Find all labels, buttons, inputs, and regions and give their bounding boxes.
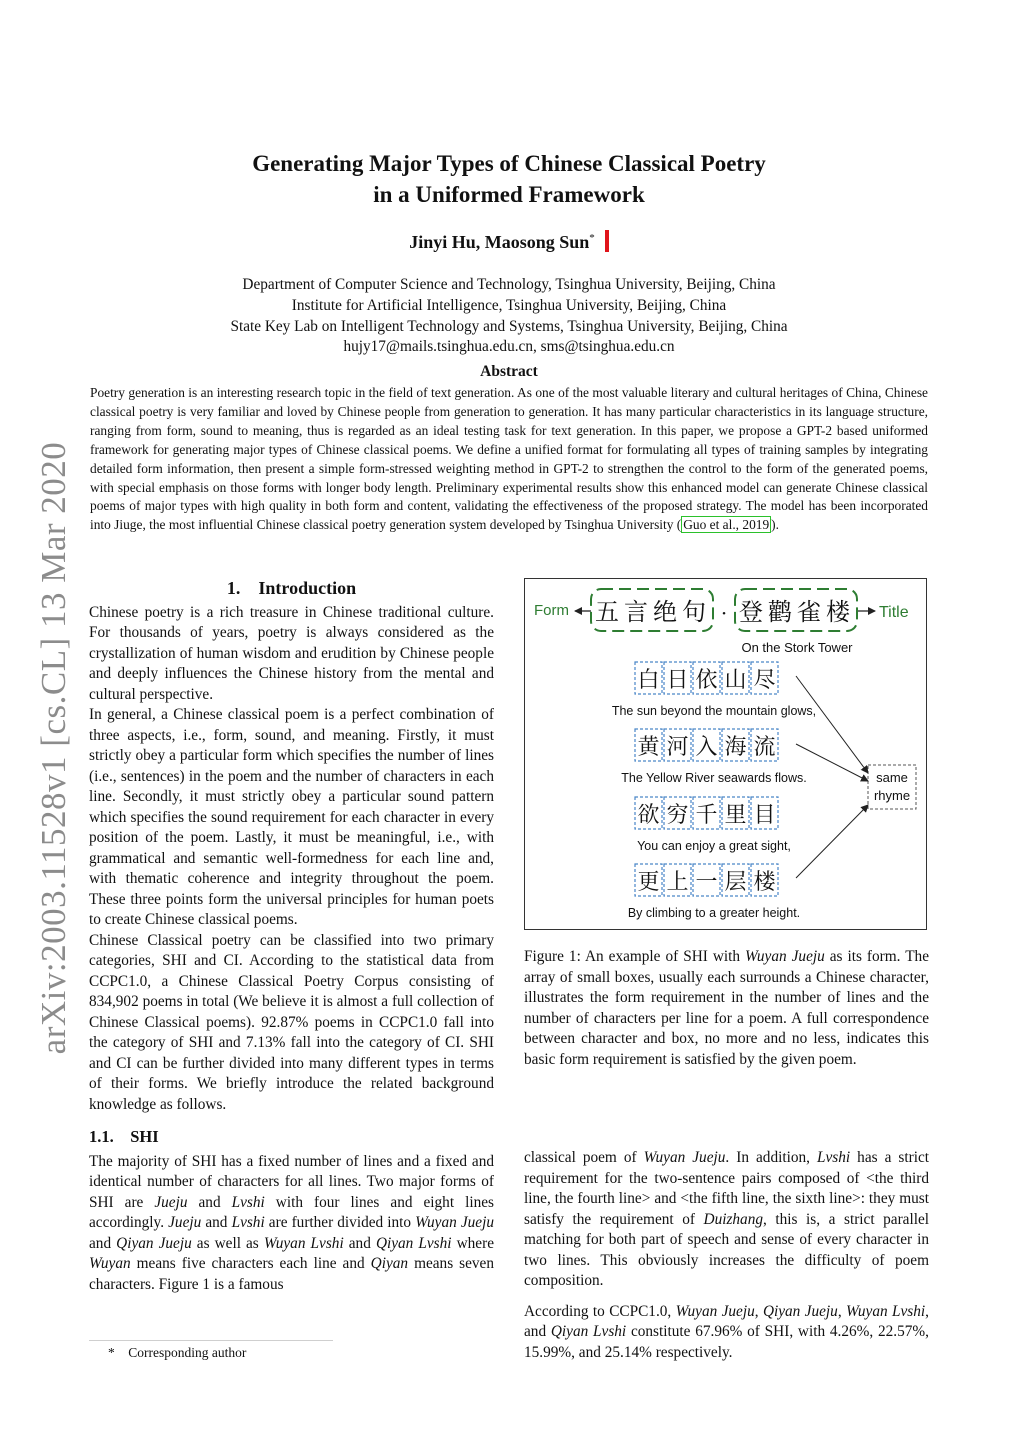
shi-and: and — [187, 1193, 232, 1211]
term-wuyan-lvshi: Wuyan Lvshi — [263, 1234, 344, 1252]
rp1-a: classical poem of — [524, 1149, 644, 1166]
rp1-b: . In addition, — [725, 1149, 817, 1166]
rhyme-arrow-1 — [796, 676, 868, 773]
poem-character: 流 — [753, 735, 776, 760]
term-lvshi: Lvshi — [231, 1193, 265, 1211]
term-wuyan-jueju: Wuyan Jueju — [415, 1214, 494, 1231]
author-names: Jinyi Hu, Maosong Sun — [409, 232, 590, 252]
shi-means7: means seven characters. Figure 1 is a famous — [89, 1255, 494, 1293]
term-qiyan: Qiyan — [370, 1255, 409, 1272]
rhyme-arrow-2 — [796, 744, 868, 781]
line-translation: By climbing to a greater height. — [627, 906, 801, 920]
term-duizhang: Duizhang — [703, 1210, 764, 1228]
shi-and: and — [89, 1234, 117, 1252]
shi-text-c: are further divided into — [264, 1214, 416, 1231]
shi-and: and — [343, 1234, 376, 1252]
term-wuyan-jueju: Wuyan Jueju — [643, 1149, 726, 1166]
abstract-heading: Abstract — [480, 363, 538, 380]
line-translation: The Yellow River seawards flows. — [621, 771, 807, 785]
term-lvshi: Lvshi — [817, 1149, 851, 1166]
poem-character: 黄 — [637, 735, 660, 760]
term-jueju: Jueju — [154, 1193, 188, 1211]
term-lvshi: Lvshi — [231, 1214, 265, 1231]
poem-character: 日 — [666, 668, 689, 693]
form-char: 句 — [682, 598, 706, 626]
title-char: 雀 — [797, 598, 821, 626]
section-heading-introduction: 1. Introduction — [226, 578, 357, 598]
poem-character: 入 — [695, 735, 718, 760]
affiliation-2: Institute for Artificial Intelligence, Tsinghua University, Beijing, China — [291, 296, 727, 314]
arxiv-stamp: arXiv:2003.11528v1 [cs.CL] 13 Mar 2020 — [34, 441, 73, 1055]
poem-character: 目 — [753, 803, 776, 828]
term-qiyan-lvshi: Qiyan Lvshi — [375, 1234, 452, 1252]
line-translation: You can enjoy a great sight, — [637, 839, 791, 853]
title-translation: On the Stork Tower — [741, 640, 853, 655]
title-line-2: in a Uniformed Framework — [373, 182, 645, 207]
poem-character: 山 — [724, 668, 747, 693]
term-qiyan-jueju: Qiyan Jueju — [116, 1234, 192, 1252]
rp2-comma: , — [837, 1302, 846, 1320]
rp1-d: , this is, a strict parallel matching for both part of speech and sense of every character in two lines. This obviously increases the difficulty of poem composition. — [524, 1210, 929, 1289]
right-column — [524, 1148, 929, 1363]
intro-paragraph-3: Chinese Classical poetry can be classified into two primary categories, SHI and CI. According to the statistical data from CCPC1.0, a Chinese Classical Poetry Corpus consisting of 834,902 poems in total (We believe it is almost a full collection of Chinese Classical poems). 92.87% poems in CCPC1.0 fall into the category of SHI and 7.13% fall into the category of CI. SHI and CI can be further divided into many different types in terms of their forms. We briefly introduce the related background knowledge as follows. — [89, 931, 494, 1113]
figure-1-diagram — [525, 579, 926, 929]
term-wuyan-jueju: Wuyan Jueju — [675, 1302, 755, 1320]
term-wuyan: Wuyan — [89, 1255, 131, 1272]
poem-character: 一 — [695, 870, 718, 895]
footnote-mark: * — [108, 1345, 115, 1360]
poem-character: 更 — [637, 870, 660, 895]
title-label: Title — [879, 604, 909, 621]
affiliation-3: State Key Lab on Intelligent Technology and Systems, Tsinghua University, Beijing, China — [230, 317, 788, 335]
poem-lines — [612, 662, 816, 920]
separator-dot: · — [720, 601, 728, 625]
caption-term: Wuyan Jueju — [745, 948, 825, 965]
authors — [0, 230, 1018, 253]
paper-title — [0, 148, 1018, 210]
rhyme-label-line2: rhyme — [873, 788, 911, 803]
poem-character: 海 — [724, 735, 747, 760]
right-paragraph-2 — [524, 1302, 929, 1364]
term-jueju: Jueju — [168, 1214, 202, 1231]
poem-character: 穷 — [666, 803, 689, 828]
rp2-a: According to CCPC1.0, — [524, 1302, 676, 1320]
form-label: Form — [534, 602, 569, 619]
form-char: 五 — [595, 598, 619, 626]
term-qiyan-lvshi: Qiyan Lvshi — [550, 1323, 627, 1340]
poem-character: 依 — [695, 668, 718, 693]
footnote-rule — [89, 1340, 333, 1341]
shi-means5: means five characters each line and — [130, 1255, 371, 1272]
rp2-and: , and — [524, 1302, 929, 1340]
footnote — [108, 1345, 246, 1361]
subsection-heading-shi: 1.1. SHI — [89, 1127, 159, 1146]
caption-text-b: as its form. The array of small boxes, usually each surrounds a Chinese character, illustrates the form requirement in the number of lines and the number of characters per line for a poem. A full correspondence between character and box, no more and no less, indicates this basic form requirement is satisfied by the given poem. — [524, 948, 929, 1068]
shi-text-a: The majority of SHI has a fixed number of lines and a fixed and identical number of characters for all lines. Two major forms of SHI are — [89, 1152, 494, 1211]
rhyme-label-line1: same — [876, 770, 908, 785]
poem-character: 尽 — [753, 668, 776, 693]
affiliation-1: Department of Computer Science and Technology, Tsinghua University, Beijing, China — [242, 276, 776, 293]
abstract-end: ). — [771, 517, 779, 533]
term-wuyan-lvshi: Wuyan Lvshi — [846, 1302, 926, 1320]
caption-text-a: Figure 1: An example of SHI with — [524, 948, 746, 965]
intro-paragraph-2: In general, a Chinese classical poem is a perfect combination of three aspects, i.e., form, sound, and meaning. Firstly, it must strictly obey a particular form which specifies the number of lines (i.e., sentences) in the poem and the number of characters in each line. Secondly, it must strictly obey a particular sound pattern which specifies the sound requirement for each character in every position of the poem. Lastly, it must be meaningful, i.e., with grammatical and semantic well-formedness for each line and, with thematic coherence and integrity throughout the poem. These three points form the universal principles for human poets to create Chinese classical poems. — [89, 706, 494, 928]
red-marker — [605, 230, 609, 252]
shi-where: where — [451, 1234, 494, 1252]
form-char: 言 — [624, 598, 648, 626]
rp2-comma: , — [754, 1302, 763, 1320]
author-mark: * — [589, 232, 595, 244]
poem-character: 欲 — [637, 803, 660, 828]
form-char: 绝 — [653, 598, 677, 626]
emails: hujy17@mails.tsinghua.edu.cn, sms@tsinghua.edu.cn — [343, 338, 675, 356]
title-char: 登 — [739, 598, 763, 626]
rhyme-arrow-3 — [796, 805, 868, 878]
poem-character: 白 — [637, 668, 660, 693]
intro-paragraph-1: Chinese poetry is a rich treasure in Chinese traditional culture. For thousands of years, poetry is always considered as the crystallization of human wisdom and erudition by Chinese people and deeply influences the Chinese history from the mental and cultural perspective. — [89, 603, 494, 703]
rp1-c: has a strict requirement for the two-sentence pairs composed of <the third line, the fourth line> and <the fifth line, the sixth line>: they must satisfy the requirement of — [524, 1149, 929, 1228]
line-translation: The sun beyond the mountain glows, — [611, 704, 817, 718]
abstract-body: Poetry generation is an interesting research topic in the field of text generation. As one of the most valuable literary and cultural heritages of China, Chinese classical poetry is very familiar and loved by Chinese people from generation to generation. It has many particular characteristics in its language structure, ranging from form, sound to meaning, thus is regarded as an ideal testing task for text generation. In this paper, we propose a GPT-2 based uniformed framework for generating major types of Chinese classical poems. We define a unified format for formulating all types of training samples by integrating detailed form information, then present a simple form-stressed weighting method in GPT-2 to strengthen the control to the form of the generated poems, with special emphasis on those forms with longer body length. Preliminary experimental results show this enhanced model can generate Chinese classical poems of major types with high quality in both form and content, validating the effectiveness of the proposed strategy. The model has been incorporated into Jiuge, the most influential Chinese classical poetry generation system developed by Tsinghua University ( Guo et al., 2019 ). — [90, 385, 928, 533]
figure-1 — [524, 578, 927, 930]
poem-character: 楼 — [753, 870, 776, 895]
shi-text-b: with four lines and eight lines accordingly. — [89, 1193, 494, 1231]
poem-character: 千 — [695, 803, 718, 828]
poem-character: 上 — [666, 870, 689, 895]
shi-as-well: as well as — [191, 1234, 264, 1252]
rp2-b: constitute 67.96% of SHI, with 4.26%, 22.57%, 15.99%, and 25.14% respectively. — [524, 1323, 929, 1361]
term-qiyan-jueju: Qiyan Jueju — [762, 1302, 838, 1320]
poem-character: 里 — [724, 803, 747, 828]
left-column — [89, 578, 494, 1295]
footnote-text: Corresponding author — [128, 1345, 247, 1360]
poem-character: 层 — [724, 870, 747, 895]
title-char: 鹳 — [768, 598, 792, 626]
title-line-1: Generating Major Types of Chinese Classical Poetry — [252, 151, 766, 176]
citation-link[interactable]: Guo et al., 2019 — [683, 517, 770, 533]
figure-1-caption — [524, 947, 929, 1070]
abstract-text: Poetry generation is an interesting research topic in the field of text generation. As one of the most valuable literary and cultural heritages of China, Chinese classical poetry is very familiar and loved by Chinese people from generation to generation. It has many particular characteristics in its language structure, ranging from form, sound to meaning, thus is regarded as an ideal testing task for text generation. In this paper, we propose a GPT-2 based uniformed framework for generating major types of Chinese classical poems. We define a unified format for formulating all types of training samples by integrating detailed form information, then present a simple form-stressed weighting method in GPT-2 to strengthen the control to the form of the generated poems, with special emphasis on those forms with longer body length. Preliminary experimental results show this enhanced model can generate Chinese classical poems of major types with high quality in both form and content, validating the effectiveness of the proposed strategy. The model has been incorporated into Jiuge, the most influential Chinese classical poetry generation system developed by Tsinghua University — [90, 385, 928, 533]
poem-character: 河 — [666, 735, 689, 760]
shi-paragraph — [89, 1152, 494, 1296]
title-char: 楼 — [826, 598, 850, 626]
right-paragraph-1 — [524, 1148, 929, 1292]
affiliations — [0, 275, 1018, 358]
shi-and: and — [201, 1214, 232, 1231]
